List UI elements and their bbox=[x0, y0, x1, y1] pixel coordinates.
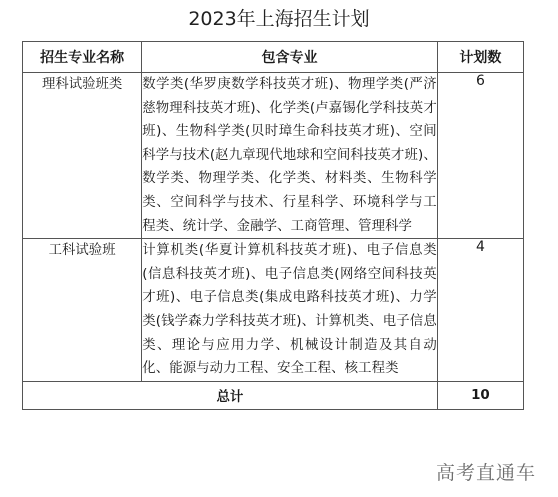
total-label: 总计 bbox=[23, 381, 438, 409]
table-row bbox=[23, 239, 524, 382]
header-plan-count: 计划数 bbox=[437, 42, 523, 73]
row-plan-count: 6 bbox=[437, 73, 523, 239]
header-included-majors: 包含专业 bbox=[142, 42, 438, 73]
row-included-majors: 数学类(华罗庚数学科技英才班)、物理学类(严济慈物理科技英才班)、化学类(卢嘉锡化学科技英才班)、生物科学类(贝时璋生命科技英才班)、空间科学与技术(赵九章现代地球和空间科技英才班)、数学类、物理学类、化学类、材料类、生物科学类、空间科学与技术、行星科学、环境科学与工程类、统计学、金融学、工商管理、管理科学 bbox=[142, 73, 438, 239]
watermark-text: 高考直通车 bbox=[435, 462, 536, 484]
row-included-majors: 计算机类(华夏计算机科技英才班)、电子信息类(信息科技英才班)、电子信息类(网络空间科技英才班)、电子信息类(集成电路科技英才班)、力学类(钱学森力学科技英才班)、计算机类、电子信息类、理论与应用力学、机械设计制造及其自动化、能源与动力工程、安全工程、核工程类 bbox=[142, 239, 438, 382]
page-title: 2023年上海招生计划 bbox=[188, 8, 370, 30]
admission-plan-table bbox=[22, 41, 524, 410]
row-plan-count: 4 bbox=[437, 239, 523, 382]
total-row bbox=[23, 381, 524, 409]
row-major-name: 理科试验班类 bbox=[23, 73, 142, 239]
total-value: 10 bbox=[437, 381, 523, 409]
table-header-row bbox=[23, 42, 524, 73]
table-row bbox=[23, 73, 524, 239]
row-major-name: 工科试验班 bbox=[23, 239, 142, 382]
header-major-name: 招生专业名称 bbox=[23, 42, 142, 73]
